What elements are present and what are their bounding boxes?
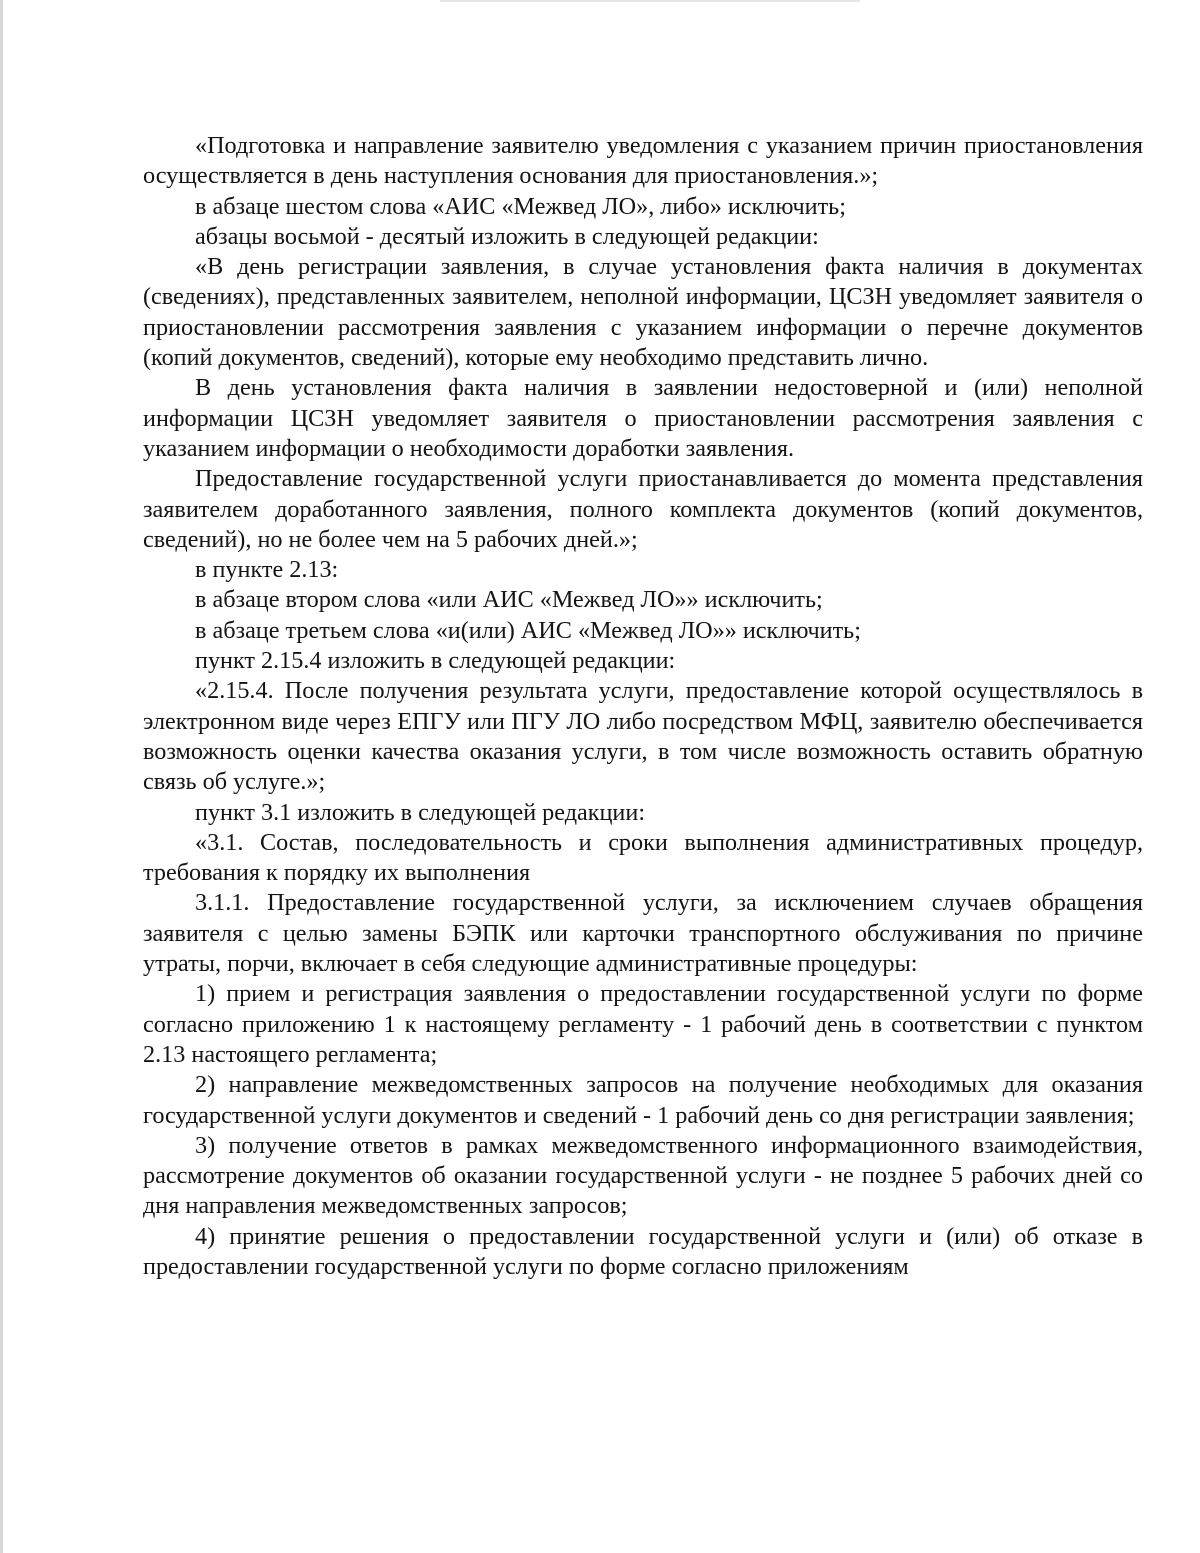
- paragraph: 3) получение ответов в рамках межведомственного информационного взаимодействия, рассмотрение документов об оказании государственной услуги - не позднее 5 рабочих дней со дня направления межведомственных запросов;: [143, 1131, 1143, 1220]
- paragraph: пункт 2.15.4 изложить в следующей редакции:: [195, 647, 676, 675]
- scan-edge-top: [440, 0, 860, 2]
- paragraph: 1) прием и регистрация заявления о предоставлении государственной услуги по форме согласно приложению 1 к настоящему регламенту - 1 рабочий день в соответствии с пунктом 2.13 настоящего регламента;: [143, 980, 1143, 1068]
- scan-edge-left: [0, 0, 3, 1553]
- paragraph: 4) принятие решения о предоставлении государственной услуги и (или) об отказе в предоставлении государственной услуги по форме согласно приложениям: [143, 1222, 1143, 1280]
- paragraph: 2) направление межведомственных запросов на получение необходимых для оказания государственной услуги документов и сведений - 1 рабочий день со дня регистрации заявления;: [143, 1071, 1143, 1129]
- paragraph: в абзаце третьем слова «и(или) АИС «Межвед ЛО»» исключить;: [195, 616, 861, 644]
- paragraph: в абзаце втором слова «или АИС «Межвед ЛО»» исключить;: [195, 586, 823, 614]
- paragraph: 3.1.1. Предоставление государственной услуги, за исключением случаев обращения заявителя с целью замены БЭПК или карточки транспортного обслуживания по причине утраты, порчи, включает в себя следующие административные процедуры:: [143, 889, 1143, 978]
- paragraph: «В день регистрации заявления, в случае установления факта наличия в документах (сведениях), представленных заявителем, неполной информации, ЦСЗН уведомляет заявителя о приостановлении рассмотрения заявления с указанием информации о перечне документов (копий документов, сведений), которые ему необходимо представить лично.: [143, 253, 1143, 372]
- paragraph: пункт 3.1 изложить в следующей редакции:: [195, 798, 646, 826]
- paragraph: В день установления факта наличия в заявлении недостоверной и (или) неполной информации ЦСЗН уведомляет заявителя о приостановлении рассмотрения заявления с указанием информации о необходимости доработки заявления.: [143, 374, 1143, 462]
- paragraph: «2.15.4. После получения результата услуги, предоставление которой осуществлялось в электронном виде через ЕПГУ или ПГУ ЛО либо посредством МФЦ, заявителю обеспечивается возможность оценки качества оказания услуги, в том числе возможность оставить обратную связь об услуге.»;: [143, 677, 1143, 796]
- paragraph: «Подготовка и направление заявителю уведомления с указанием причин приостановления осуществляется в день наступления основания для приостановления.»;: [143, 132, 1143, 190]
- paragraph: в абзаце шестом слова «АИС «Межвед ЛО», либо» исключить;: [195, 192, 846, 220]
- paragraph: «3.1. Состав, последовательность и сроки выполнения административных процедур, требования к порядку их выполнения: [143, 828, 1143, 887]
- paragraph: абзацы восьмой - десятый изложить в следующей редакции:: [195, 222, 819, 250]
- paragraph: в пункте 2.13:: [195, 556, 339, 584]
- document-page: [143, 131, 1143, 1282]
- paragraph: Предоставление государственной услуги приостанавливается до момента представления заявителем доработанного заявления, полного комплекта документов (копий документов, сведений), но не более чем на 5 рабочих дней.»;: [143, 465, 1143, 553]
